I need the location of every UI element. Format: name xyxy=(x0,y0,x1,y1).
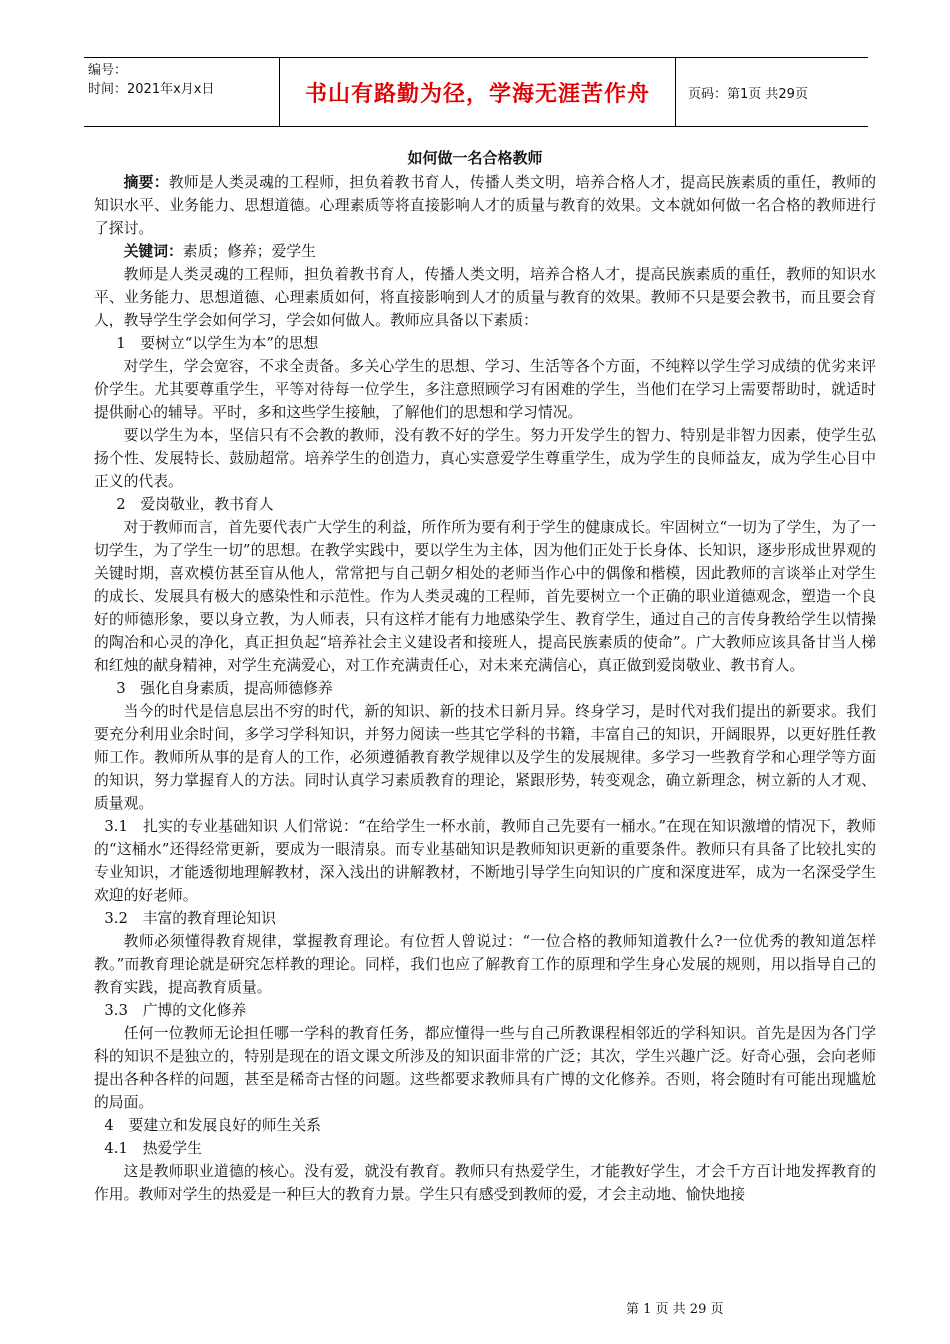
section-3-2-paragraph: 教师必须懂得教育规律，掌握教育理论。有位哲人曾说过：“一位合格的教师知道教什么?一位优秀的教知道怎样教。”而教育理论就是研究怎样教的理论。同样，我们也应了解教育工作的原理和学生身心发展的规则，用以指导自己的教育实践，提高教育质量。 xyxy=(94,933,876,996)
time-label: 时间：2021年x月x日 xyxy=(88,82,215,97)
header-motto: 书山有路勤为径，学海无涯苦作舟 xyxy=(280,58,676,126)
page-header xyxy=(84,57,868,127)
section-1-paragraph-2: 要以学生为本，坚信只有不会教的教师，没有教不好的学生。努力开发学生的智力、特别是非智力因素，使学生弘扬个性、发展特长、鼓励超常。培养学生的创造力，真心实意爱学生尊重学生，成为学生的良师益友，成为学生心目中正义的代表。 xyxy=(94,427,876,490)
document-title: 如何做一名合格教师 xyxy=(407,149,543,167)
abstract-label: 摘要： xyxy=(123,174,169,191)
header-meta xyxy=(84,58,280,126)
section-3-paragraph-1: 当今的时代是信息层出不穷的时代，新的知识、新的技术日新月异。终身学习，是时代对我们提出的新要求。我们要充分利用业余时间，多学习学科知识，并努力阅读一些其它学科的书籍，丰富自己的知识，开阔眼界，以更好胜任教师工作。教师所从事的是育人的工作，必须遵循教育教学规律以及学生的发展规律。多学习一些教育学和心理学等方面的知识，努力掌握育人的方法。同时认真学习素质教育的理论，紧跟形势，转变观念，确立新理念，树立新的人才观、质量观。 xyxy=(94,703,876,812)
document-body xyxy=(94,171,876,1206)
keywords-label: 关键词： xyxy=(123,243,183,260)
section-4-1-paragraph: 这是教师职业道德的核心。没有爱，就没有教育。教师只有热爱学生，才能教好学生，才会千方百计地发挥教育的作用。教师对学生的热爱是一种巨大的教育力景。学生只有感受到教师的爱，才会主动地、愉快地接 xyxy=(94,1163,876,1203)
section-1-paragraph-1: 对学生，学会宽容，不求全责备。多关心学生的思想、学习、生活等各个方面，不纯粹以学生学习成绩的优劣来评价学生。尤其要尊重学生，平等对待每一位学生，多注意照顾学习有困难的学生，当他们在学习上需要帮助时，就适时提供耐心的辅导。平时，多和这些学生接触，了解他们的思想和学习情况。 xyxy=(94,358,876,421)
header-page-info: 页码：第1页 共29页 xyxy=(688,86,808,102)
section-2-heading: 2 爱岗敬业，教书育人 xyxy=(116,496,274,513)
paragraph-intro: 教师是人类灵魂的工程师，担负着教书育人，传播人类文明，培养合格人才，提高民族素质的重任，教师的知识水平、业务能力、思想道德、心理素质如何，将直接影响到人才的质量与教育的效果。教师不只是要会教书，而且要会育人，教导学生学会如何学习，学会如何做人。教师应具备以下素质： xyxy=(94,266,876,329)
keywords-text: 素质；修养；爱学生 xyxy=(182,243,316,260)
section-3-3-heading: 3.3 广博的文化修养 xyxy=(104,1002,247,1019)
section-4-heading: 4 要建立和发展良好的师生关系 xyxy=(104,1117,321,1134)
keywords xyxy=(94,240,876,263)
abstract-text: 教师是人类灵魂的工程师，担负着教书育人，传播人类文明，培养合格人才，提高民族素质的重任，教师的知识水平、业务能力、思想道德。心理素质等将直接影响人才的质量与教育的效果。文本就如何做一名合格的教师进行了探讨。 xyxy=(94,174,876,237)
section-3-3-paragraph: 任何一位教师无论担任哪一学科的教育任务，都应懂得一些与自己所教课程相邻近的学科知识。首先是因为各门学科的知识不是独立的，特别是现在的语文课文所涉及的知识面非常的广泛；其次，学生兴趣广泛。好奇心强，会向老师提出各种各样的问题，甚至是稀奇古怪的问题。这些都要求教师具有广博的文化修养。否则，将会随时有可能出现尴尬的局面。 xyxy=(94,1025,876,1111)
section-4-1-heading: 4.1 热爱学生 xyxy=(104,1140,202,1157)
section-3-1-paragraph: 3.1 扎实的专业基础知识 人们常说：“在给学生一杯水前，教师自己先要有一桶水。”在现在知识激增的情况下，教师的“这桶水”还得经常更新，要成为一眼清泉。而专业基础知识是教师知识更新的重要条件。教师只有具备了比较扎实的专业知识，才能透彻地理解教材，深入浅出的讲解教材，不断地引导学生向知识的广度和深度进军，成为一名深受学生欢迎的好老师。 xyxy=(94,818,876,904)
section-3-2-heading: 3.2 丰富的教育理论知识 xyxy=(104,910,276,927)
section-3-heading: 3 强化自身素质，提高师德修养 xyxy=(116,680,333,697)
section-1-heading: 1 要树立“以学生为本”的思想 xyxy=(116,335,319,352)
section-2-paragraph-1: 对于教师而言，首先要代表广大学生的利益，所作所为要有利于学生的健康成长。牢固树立“一切为了学生，为了一切学生，为了学生一切”的思想。在教学实践中，要以学生为主体，因为他们正处于长身体、长知识，逐步形成世界观的关键时期，喜欢模仿甚至盲从他人，常常把与自己朝夕相处的老师当作心中的偶像和楷模，因此教师的言谈举止对学生的成长、发展具有极大的感染性和示范性。作为人类灵魂的工程师，首先要树立一个正确的职业道德观念，塑造一个良好的师德形象，要以身立教，为人师表，只有这样才能有力地感染学生、教育学生，通过自己的言传身教给学生以情操的陶冶和心灵的净化，真正担负起“培养社会主义建设者和接班人，提高民族素质的使命”。广大教师应该具备甘当人梯和红烛的献身精神，对学生充满爱心，对工作充满责任心，对未来充满信心，真正做到爱岗敬业、教书育人。 xyxy=(94,519,876,674)
number-label: 编号： xyxy=(88,63,128,78)
page-footer: 第 1 页 共 29 页 xyxy=(626,1302,724,1317)
abstract xyxy=(94,171,876,240)
